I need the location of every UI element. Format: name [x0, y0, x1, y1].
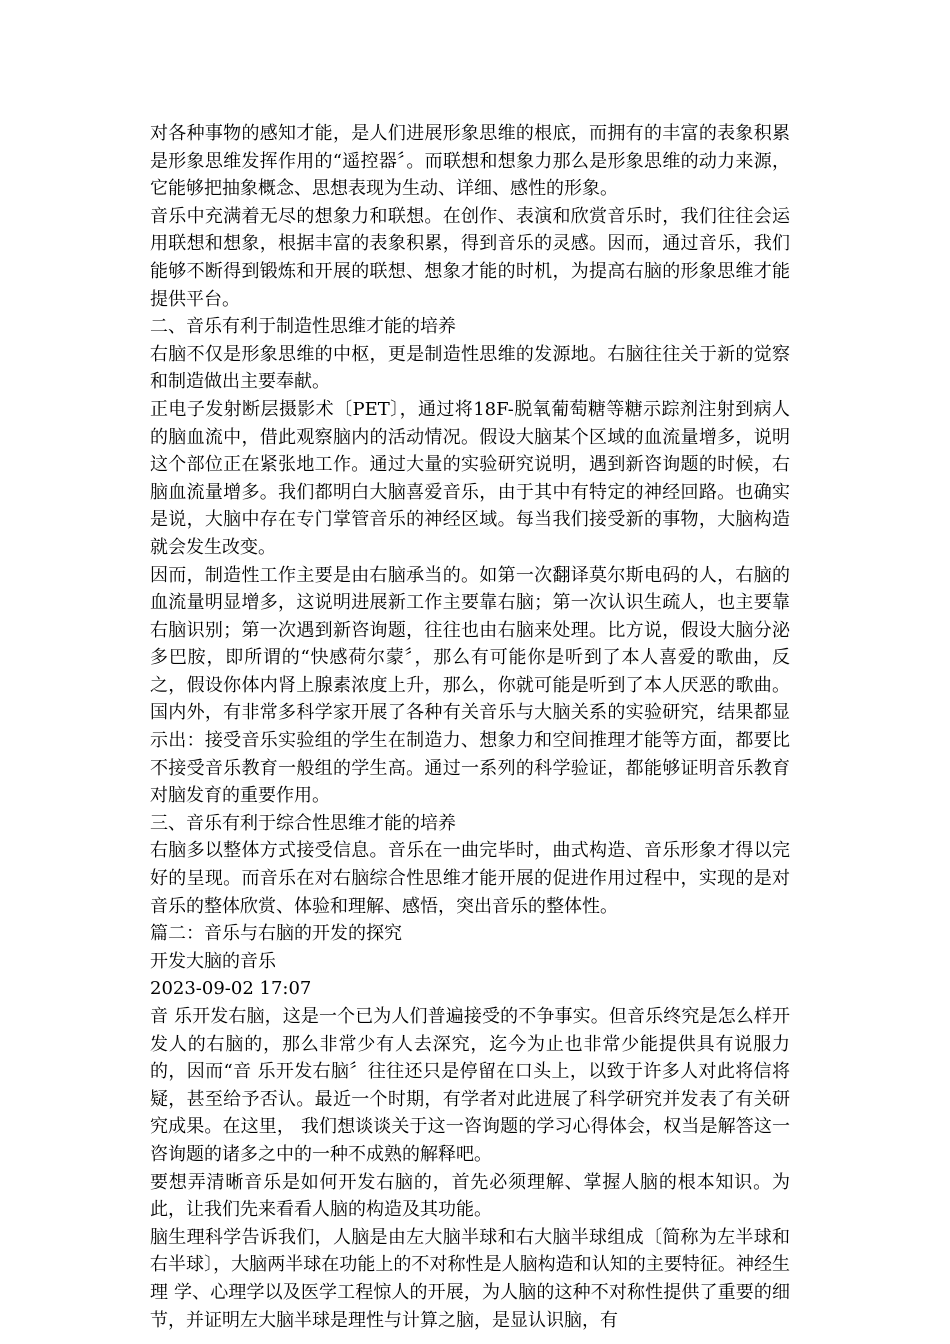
document-body — [150, 120, 790, 1334]
paragraph-brain-knowledge: 要想弄清晰音乐是如何开发右脑的，首先必须理解、掌握人脑的根本知识。为此，让我们先来看看人脑的构造及其功能。 — [150, 1171, 790, 1221]
paragraph-image-thinking: 对各种事物的感知才能，是人们进展形象思维的根底，而拥有的丰富的表象积累是形象思维发挥作用的“遥控器〞。而联想和想象力那么是形象思维的动力来源，它能够把抽象概念、思想表现为生动、详细、感性的形象。 — [150, 123, 790, 200]
paragraph-music-imagination: 音乐中充满着无尽的想象力和联想。在创作、表演和欣赏音乐时，我们往往会运用联想和想象，根据丰富的表象积累，得到音乐的灵感。因而，通过音乐，我们能够不断得到锻炼和开展的联想、想象才能的时机，为提高右脑的形象思维才能提供平台。 — [150, 205, 790, 310]
article-timestamp: 2023-09-02 17:07 — [150, 978, 312, 1000]
paragraph-music-develops-right-brain: 音 乐开发右脑，这是一个已为人们普遍接受的不争事实。但音乐终究是怎么样开发人的右脑的，那么非常少有人去深究，迄今为止也非常少能提供具有说服力的，因而“音 乐开发右脑〞往往还只是停留在口头上，以致于许多人对此将信将疑，甚至给予否认。最近一个时期，有学者对此进展了科学研究并发表了有关研究成果。在这里， 我们想谈谈关于这一咨询题的学习心得体会，权当是解答这一咨询题的诸多之中的一种不成熟的解释吧。 — [150, 1006, 790, 1165]
paragraph-creative-work: 因而，制造性工作主要是由右脑承当的。如第一次翻译莫尔斯电码的人，右脑的血流量明显增多，这说明进展新工作主要靠右脑；第一次认识生疏人，也主要靠右脑识别；第一次遇到新咨询题，往往也由右脑来处理。比方说，假设大脑分泌多巴胺，即所谓的“快感荷尔蒙〞，那么有可能你是听到了本人喜爱的歌曲，反之，假设你体内肾上腺素浓度上升，那么，你就可能是听到了本人厌恶的歌曲。国内外，有非常多科学家开展了各种有关音乐与大脑关系的实验研究，结果都显示出：接受音乐实验组的学生在制造力、想象力和空间推理才能等方面，都要比不接受音乐教育一般组的学生高。通过一系列的科学验证，都能够证明音乐教育对脑发育的重要作用。 — [150, 564, 790, 807]
paragraph-pet-research: 正电子发射断层摄影术〔PET〕，通过将18F-脱氧葡萄糖等糖示踪剂注射到病人的脑血流中，借此观察脑内的活动情况。假设大脑某个区域的血流量增多，说明这个部位正在紧张地工作。通过大量的实验研究说明，遇到新咨询题的时候，右脑血流量增多。我们都明白大脑喜爱音乐，由于其中有特定的神经回路。也确实是说，大脑中存在专门掌管音乐的神经区域。每当我们接受新的事物，大脑构造就会发生改变。 — [150, 398, 790, 558]
section-heading-creative-thinking: 二、音乐有利于制造性思维才能的培养 — [150, 316, 456, 338]
paragraph-right-brain-creativity: 右脑不仅是形象思维的中枢，更是制造性思维的发源地。右脑往往关于新的觉察和制造做出主要奉献。 — [150, 343, 790, 393]
paragraph-holistic-perception: 右脑多以整体方式接受信息。音乐在一曲完毕时，曲式构造、音乐形象才得以完好的呈现。而音乐在对右脑综合性思维才能开展的促进作用过程中，实现的是对音乐的整体欣赏、体验和理解、感悟，突出音乐的整体性。 — [150, 840, 790, 917]
paragraph-brain-hemispheres: 脑生理科学告诉我们，人脑是由左大脑半球和右大脑半球组成〔简称为左半球和右半球〕，大脑两半球在功能上的不对称性是人脑构造和认知的主要特征。神经生理 学、心理学以及医学工程惊人的开展，为人脑的这种不对称性提供了重要的细节，并证明左大脑半球是理性与计算之脑，是显认识脑，有 — [150, 1226, 790, 1331]
article-title: 开发大脑的音乐 — [150, 950, 276, 972]
article-heading: 篇二：音乐与右脑的开发的探究 — [150, 923, 402, 945]
section-heading-integrative-thinking: 三、音乐有利于综合性思维才能的培养 — [150, 812, 456, 834]
